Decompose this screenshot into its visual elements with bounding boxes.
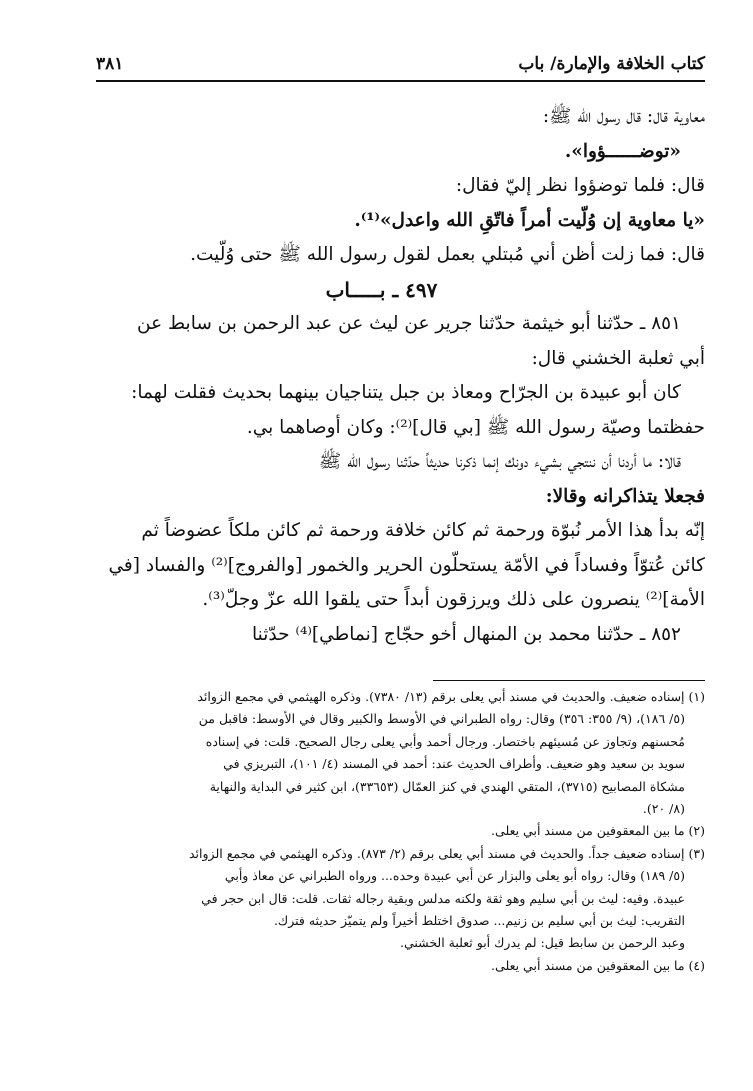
hadith-text-line: «يا معاوية إن وُلّيت أمراً فاتّقِ الله واعدل»⁽¹⁾.	[354, 209, 705, 231]
footnote-line: عبيدة. وفيه: ليث بن أبي سليم وهو ثقة ولكنه مدلس وبقية رجاله ثقات. قلت: قال ابن حجر في	[201, 890, 685, 906]
footnotes	[58, 686, 705, 977]
header-rule	[96, 80, 705, 82]
text-line: كان أبو عبيدة بن الجرّاح ومعاذ بن جبل يتناجيان بينهما بحديث فقلت لهما:	[131, 382, 681, 403]
footnote-line: (١) إسناده ضعيف. والحديث في مسند أبي يعلى برقم (١٣/ ٧٣٨٠). وذكره الهيثمي في مجمع الزوائد	[197, 689, 705, 704]
footnote-rule	[433, 680, 705, 681]
text-line: قال: فما زلت أظن أني مُبتلي بعمل لقول رسول الله ﷺ حتى وُلّيت.	[190, 244, 705, 265]
text-line: حفظتما وصيّة رسول الله ﷺ [بي قال]⁽²⁾: وكان أوصاهما بي.	[246, 416, 705, 438]
footnote-line: سويد بن سعيد وهو ضعيف. وأطراف الحديث عند: أحمد في المسند (٤/ ١٠١)، التبريزي في	[223, 756, 685, 772]
chapter-heading: ٤٩٧ ـ بـــــاب	[325, 277, 438, 302]
text-line: الأمة]⁽²⁾ ينصرون على ذلك ويرزقون أبداً حتى يلقوا الله عزّ وجلّ⁽³⁾.	[202, 589, 705, 610]
hadith-number-line: ٨٥٢ ـ حدّثنا محمد بن المنهال أخو حجّاج [نماطي]⁽⁴⁾ حدّثنا	[251, 623, 681, 645]
text-line: كائن عُتوّاً وفساداً في الأمّة يستحلّون الحرير والخمور [والفروج]⁽²⁾ والفساد [في	[108, 554, 705, 576]
text-line: قالا: ما أردنا أن ننتجي بشيء دونك إنما ذكرنا حديثاً حدّثنا رسول الله ﷺ	[318, 451, 681, 472]
footnote-line: (٥/ ١٨٦)، (٩/ ٣٥٥: ٣٥٦) وقال: رواه الطبراني في الأوسط والكبير وقال في الأوسط: فاقبل من	[198, 711, 685, 727]
footnote-line: (٥/ ١٨٩) وقال: رواه أبو يعلى والبزار عن أبي عبيدة وحده... ورواه الطبراني عن معاذ وأبي	[224, 868, 685, 884]
text-line: قال: فلما توضؤوا نظر إليّ فقال:	[455, 175, 705, 196]
footnote-line: التقريب: ليث بن أبي سليم بن زنيم... صدوق اختلط أخيراً ولم يتميّز حديثه فترك.	[273, 912, 685, 928]
main-text	[58, 100, 705, 652]
footnote-line: (٨/ ٢٠).	[642, 800, 685, 816]
running-title: كتاب الخلافة والإمارة/ باب	[518, 54, 705, 74]
page-number: ٣٨١	[96, 54, 124, 74]
footnote-line: مشكاة المصابيح (٣٧١٥)، المتقي الهندي في كنز العمّال (٣٣٦٥٣)، ابن كثير في البداية والنهاية	[209, 778, 685, 794]
text-line: إنّه بدأ هذا الأمر نُبوّة ورحمة ثم كائن خلافة ورحمة ثم كائن ملكاً عضوضاً ثم	[141, 520, 705, 541]
page-header	[96, 50, 705, 80]
text-line: فجعلا يتذاكرانه وقالا:	[545, 485, 705, 507]
footnote-line: مُحسنهم وتجاوز عن مُسيئهم باختصار. ورجال أحمد وأبي يعلى رجال الصحيح. قلت: في إسناده	[205, 733, 685, 749]
footnote-line: (٣) إسناده ضعيف جداً. والحديث في مسند أبي يعلى برقم (٢/ ٨٧٣). وذكره الهيثمي في مجمع الزوائد	[189, 845, 705, 861]
footnote-line: وعبد الرحمن بن سابط قيل: لم يدرك أبو ثعلبة الخشني.	[400, 935, 685, 951]
text-line: أبي ثعلبة الخشني قال:	[531, 347, 705, 369]
footnote-line: (٤) ما بين المعقوفين من مسند أبي يعلى.	[491, 957, 705, 973]
hadith-number-line: ٨٥١ ـ حدّثنا أبو خيثمة حدّثنا جرير عن ليث عن عبد الرحمن بن سابط عن	[136, 313, 681, 334]
text-line: معاوية قال: قال رسول الله ﷺ:	[542, 106, 705, 127]
hadith-text-line: «توضــــــؤوا».	[564, 140, 681, 162]
footnote-line: (٢) ما بين المعقوفين من مسند أبي يعلى.	[491, 823, 705, 839]
